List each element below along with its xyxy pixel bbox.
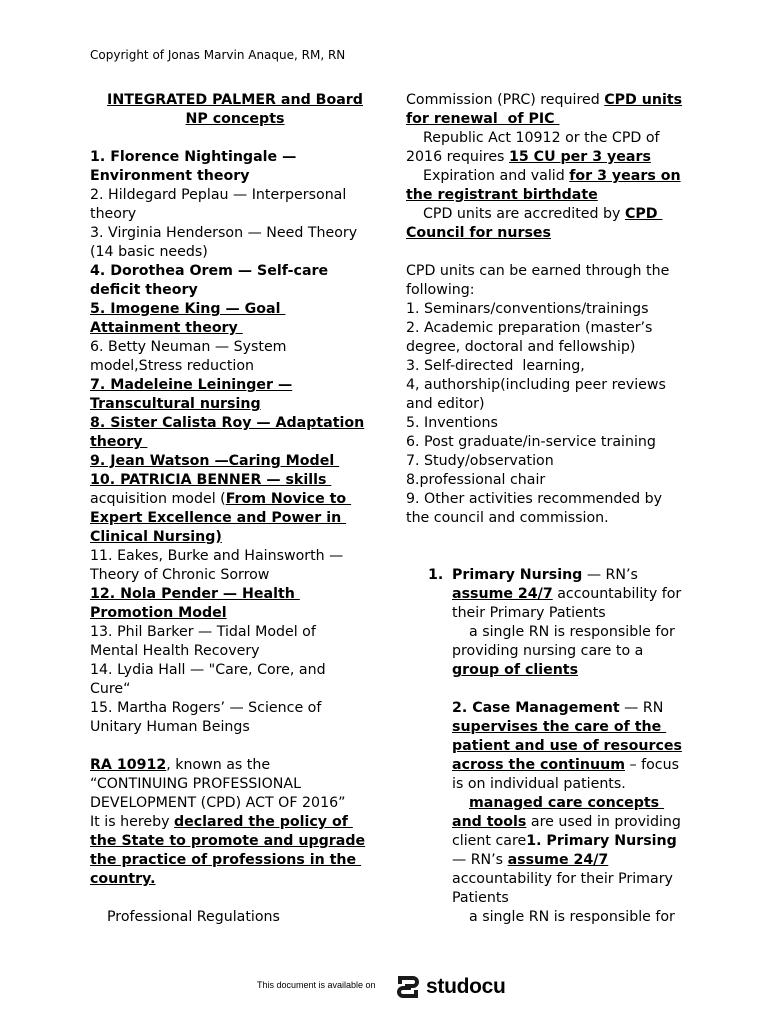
ra-cpd-text: Republic Act 10912 or the CPD of [423,130,660,146]
case-management-line-11: Patients [452,890,509,906]
theory-11: 11. Eakes, Burke and Hainsworth — [90,548,344,564]
earn-item-4-cont: and editor) [406,396,485,412]
accredited-bold: CPD [624,206,663,222]
earn-item-1: 1. Seminars/conventions/trainings [406,301,649,317]
case-management-line-2: supervises the care of the [452,719,667,735]
case-management-line-3: patient and use of resources [452,738,682,754]
primary-nursing-rest: — RN’s [582,567,638,583]
professional-regulations [90,908,380,927]
ra-line-4-bold: declared the policy of [173,814,353,830]
theory-1-cont: Environment theory [90,168,250,184]
earn-item-2: 2. Academic preparation (master’s [406,320,653,336]
footer-banner [0,968,768,1008]
rn-plain: — RN’s [452,852,508,868]
primary-nursing-line-3: their Primary Patients [452,605,606,621]
primary-nursing-line-5: providing nursing care to a [452,643,644,659]
theory-10: 10. PATRICIA BENNER — skills [90,472,332,488]
continuum-rest: – focus [625,757,679,773]
primary-nursing-assume: assume 24/7 [452,586,553,602]
theory-14-cont: Cure“ [90,681,131,697]
tools-rest: are used in providing [526,814,681,830]
prc-bold: CPD units [604,92,683,108]
studocu-logo[interactable] [393,970,506,1004]
case-management-line-4 [452,756,696,775]
case-management-title: 2. Case Management [452,700,620,716]
single-rn-repeat: a single RN is responsible for [469,909,675,925]
ra-line-3: DEVELOPMENT (CPD) ACT OF 2016” [90,795,346,811]
studocu-logo-text: studocu [426,975,506,998]
earn-item-3: 3. Self-directed learning, [406,358,585,374]
case-management-heading [452,699,696,718]
primary-nursing-heading [428,566,696,585]
theory-7: 7. Madeleine Leininger — [90,377,293,393]
ra-heading [90,756,380,775]
care-models-section [406,566,696,927]
copyright-notice: Copyright of Jonas Marvin Anaque, RM, RN [90,48,346,62]
theory-5-cont: Attainment theory [90,320,243,336]
case-management-line-6 [452,794,696,813]
ra-cpd-line [406,129,696,148]
primary-nursing-title: Primary Nursing [452,567,583,583]
cu-requirement [406,148,696,167]
client-care-plain: client care [452,833,527,849]
cu-bold: 15 CU per 3 years [508,149,651,165]
earn-item-2-cont: degree, doctoral and fellowship) [406,339,636,355]
theory-9: 9. Jean Watson —Caring Model [90,453,340,469]
expiration-plain: Expiration and valid [423,168,570,184]
cu-plain: 2016 requires [406,149,509,165]
case-management-line-7 [452,813,696,832]
theory-15: 15. Martha Rogers’ — Science of [90,700,322,716]
primary-nursing-line-2 [452,585,696,604]
theory-10-cont-2: Expert Excellence and Power in [90,510,347,526]
theory-14: 14. Lydia Hall — "Care, Core, and [90,662,326,678]
earned-intro: CPD units can be earned through the [406,263,670,279]
theory-15-cont: Unitary Human Beings [90,719,250,735]
primary-nursing-line-6: group of clients [452,662,579,678]
earn-item-9: 9. Other activities recommended by [406,491,663,507]
theory-11-cont: Theory of Chronic Sorrow [90,567,270,583]
theory-2: 2. Hildegard Peplau — Interpersonal [90,187,347,203]
ra-line-2: “CONTINUING PROFESSIONAL [90,776,301,792]
theory-10-cont [90,490,380,509]
primary-nursing-repeat: 1. Primary Nursing [526,833,677,849]
theory-8-cont: theory [90,434,148,450]
earn-item-6: 6. Post graduate/in-service training [406,434,656,450]
title-line-2: NP concepts [185,111,285,127]
theory-6-cont: model,Stress reduction [90,358,255,374]
council-line: Council for nurses [406,225,551,241]
expiration-line [406,167,696,186]
theory-3: 3. Virginia Henderson — Need Theory [90,225,358,241]
birthdate-line: the registrant birthdate [406,187,598,203]
theory-2-cont: theory [90,206,137,222]
earn-item-4: 4, authorship(including peer reviews [406,377,666,393]
single-rn-text: a single RN is responsible for [469,624,675,640]
right-column [406,91,696,927]
theory-5: 5. Imogene King — Goal [90,301,286,317]
expiration-bold: for 3 years on [569,168,681,184]
theory-10-plain: acquisition model ( [90,491,226,507]
theory-7-cont: Transcultural nursing [90,396,261,412]
left-column [90,91,380,927]
theory-12-cont: Promotion Model [90,605,227,621]
earn-item-7: 7. Study/observation [406,453,554,469]
primary-nursing-accountability: accountability for [552,586,682,602]
accredited-plain: CPD units are accredited by [423,206,625,222]
theory-3-cont: (14 basic needs) [90,244,208,260]
theory-1: 1. Florence Nightingale — [90,149,297,165]
ra-line-7: country. [90,871,156,887]
theory-6: 6. Betty Neuman — System [90,339,287,355]
title-line-1: INTEGRATED PALMER and Board [107,92,363,108]
managed-care-bold: managed care concepts [469,795,665,811]
case-management-line-8 [452,832,696,851]
case-management-line-10: accountability for their Primary [452,871,673,887]
ra-number: RA 10912 [90,757,167,773]
ra-line-6: the practice of professions in the [90,852,362,868]
theory-4: 4. Dorothea Orem — Self-care [90,263,329,279]
earned-intro-cont: following: [406,282,475,298]
theory-10-cont-3: Clinical Nursing) [90,529,222,545]
ra-line-4 [90,813,380,832]
theory-10-bold: From Novice to [225,491,352,507]
ra-line-5: the State to promote and upgrade [90,833,366,849]
case-management-rest: — RN [619,700,664,716]
assume-repeat: assume 24/7 [507,852,609,868]
case-management-line-5: is on individual patients. [452,776,626,792]
case-management-line-9 [452,851,696,870]
tools-bold: and tools [452,814,527,830]
earn-item-8: 8.professional chair [406,472,546,488]
theory-13-cont: Mental Health Recovery [90,643,260,659]
theory-13: 13. Phil Barker — Tidal Model of [90,624,316,640]
theory-12: 12. Nola Pender — Health [90,586,300,602]
footer-text: This document is available on [257,980,376,990]
continuum-bold: across the continuum [452,757,625,773]
earn-item-9-cont: the council and commission. [406,510,609,526]
accredited-line [406,205,696,224]
prc-plain: Commission (PRC) required [406,92,605,108]
primary-nursing-line-4 [452,623,696,642]
ra-line-4-plain: It is hereby [90,814,174,830]
earn-item-5: 5. Inventions [406,415,498,431]
primary-nursing-number: 1. [428,567,444,583]
theory-4-cont: deficit theory [90,282,198,298]
case-management-line-12 [452,908,696,927]
ra-rest: , known as the [166,757,271,773]
studocu-logo-icon [393,972,423,1002]
theory-8: 8. Sister Calista Roy — Adaptation [90,415,365,431]
prof-reg-text: Professional Regulations [107,909,280,925]
prc-line-2: for renewal of PIC [406,111,560,127]
prc-line-1 [406,91,696,110]
